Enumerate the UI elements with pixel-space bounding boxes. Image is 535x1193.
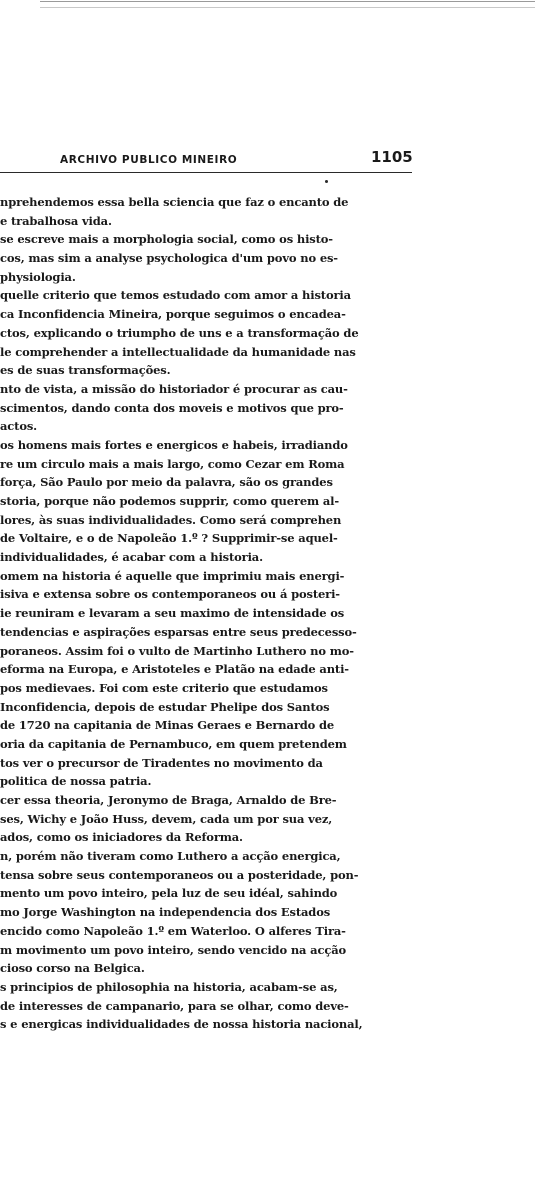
text-line: s principios de philosophia na historia, acabam-se as, bbox=[0, 979, 338, 994]
text-line: n, porém não tiveram como Luthero a acção energica, bbox=[0, 849, 341, 864]
text-line: ctos, explicando o triumpho de uns e a transformação de bbox=[0, 325, 359, 340]
text-line: oria da capitania de Pernambuco, em quem pretendem bbox=[0, 736, 347, 751]
text-line: storia, porque não podemos supprir, como querem al- bbox=[0, 494, 340, 508]
text-line: actos. bbox=[0, 419, 38, 434]
text-line: e trabalhosa vida. bbox=[0, 213, 112, 228]
text-line: scimentos, dando conta dos moveis e motivos que pro- bbox=[0, 400, 344, 415]
text-line: ados, como os iniciadores da Reforma. bbox=[0, 830, 243, 845]
text-line: ses, Wichy e João Huss, devem, cada um por sua vez, bbox=[0, 811, 333, 826]
text-line: s e energicas individualidades de nossa historia nacional, bbox=[0, 1017, 363, 1032]
text-line: de 1720 na capitania de Minas Geraes e Bernardo de bbox=[0, 718, 335, 733]
text-line: nprehendemos essa bella sciencia que faz o encanto de bbox=[0, 195, 349, 209]
text-line: eforma na Europa, e Aristoteles e Platão na edade anti- bbox=[0, 662, 349, 677]
text-line: mo Jorge Washington na independencia dos Estados bbox=[0, 905, 331, 920]
text-line: cioso corso na Belgica. bbox=[0, 961, 145, 976]
text-line: poraneos. Assim foi o vulto de Martinho Luthero no mo- bbox=[0, 643, 354, 658]
text-line: de interesses de campanario, para se olhar, como deve- bbox=[0, 998, 349, 1013]
running-head: ARCHIVO PUBLICO MINEIRO bbox=[60, 154, 238, 166]
scan-edge-rule bbox=[40, 1, 535, 2]
text-line: politica de nossa patria. bbox=[0, 774, 152, 789]
text-line: se escreve mais a morphologia social, como os histo- bbox=[0, 232, 333, 247]
text-line: força, São Paulo por meio da palavra, são os grandes bbox=[0, 475, 333, 490]
text-line: omem na historia é aquelle que imprimiu mais energi- bbox=[0, 568, 345, 583]
text-line: tendencias e aspirações esparsas entre seus predecesso- bbox=[0, 624, 357, 639]
text-line: cer essa theoria, Jeronymo de Braga, Arnaldo de Bre- bbox=[0, 793, 337, 807]
page-number: 1105 bbox=[371, 148, 413, 166]
text-line: mento um povo inteiro, pela luz de seu idéal, sahindo bbox=[0, 886, 338, 901]
text-line: tensa sobre seus contemporaneos ou a posteridade, pon- bbox=[0, 867, 359, 882]
text-line: tos ver o precursor de Tiradentes no movimento da bbox=[0, 755, 323, 770]
text-line: physiologia. bbox=[0, 269, 76, 284]
text-line: es de suas transformações. bbox=[0, 363, 171, 378]
text-line: nto de vista, a missão do historiador é procurar as cau- bbox=[0, 381, 348, 396]
print-speck bbox=[325, 180, 328, 183]
header-rule bbox=[0, 172, 412, 173]
text-line: ca Inconfidencia Mineira, porque seguimos o encadea- bbox=[0, 307, 346, 322]
page-header bbox=[0, 148, 535, 168]
text-line: lores, às suas individualidades. Como será comprehen bbox=[0, 512, 342, 527]
text-line: isiva e extensa sobre os contemporaneos ou á posteri- bbox=[0, 587, 340, 602]
text-line: de Voltaire, e o de Napoleão 1.º ? Supprimir-se aquel- bbox=[0, 531, 338, 546]
text-line: re um circulo mais a mais largo, como Cezar em Roma bbox=[0, 456, 345, 471]
text-line: encido como Napoleão 1.º em Waterloo. O alferes Tira- bbox=[0, 923, 346, 938]
text-line: individualidades, é acabar com a historia. bbox=[0, 550, 263, 565]
text-line: ie reuniram e levaram a seu maximo de intensidade os bbox=[0, 606, 345, 621]
scan-edge-rule-secondary bbox=[40, 7, 535, 8]
text-line: le comprehender a intellectualidade da humanidade nas bbox=[0, 344, 356, 359]
text-line: quelle criterio que temos estudado com amor a historia bbox=[0, 288, 351, 303]
text-line: Inconfidencia, depois de estudar Phelipe dos Santos bbox=[0, 699, 330, 714]
text-line: os homens mais fortes e energicos e habeis, irradiando bbox=[0, 437, 348, 452]
body-text bbox=[0, 193, 420, 1034]
text-line: pos medievaes. Foi com este criterio que estudamos bbox=[0, 680, 328, 695]
text-line: cos, mas sim a analyse psychologica d'um povo no es- bbox=[0, 251, 338, 266]
text-line: m movimento um povo inteiro, sendo vencido na acção bbox=[0, 942, 347, 957]
